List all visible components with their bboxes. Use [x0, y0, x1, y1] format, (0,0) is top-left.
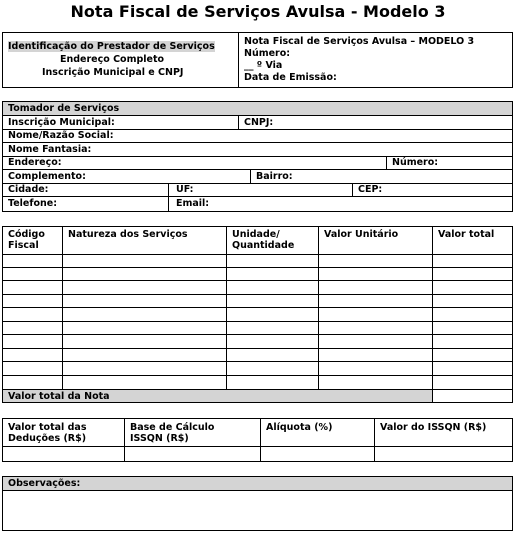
services-total-label: Valor total da Nota — [8, 391, 110, 402]
tomador-cnpj-label: CNPJ: — [244, 117, 274, 128]
tomador-district-label: Bairro: — [256, 171, 293, 182]
tomador-complement-label: Complemento: — [8, 171, 86, 182]
tomador-name-label: Nome/Razão Social: — [8, 130, 114, 141]
tomador-city-label: Cidade: — [8, 184, 49, 195]
taxes-col-divider — [124, 418, 125, 462]
tomador-inscricao-label: Inscrição Municipal: — [8, 117, 115, 128]
services-col-total: Valor total — [438, 229, 495, 240]
tomador-divider — [168, 183, 169, 212]
tomador-header: Tomador de Serviços — [8, 103, 120, 114]
observations-label: Observações: — [8, 478, 81, 489]
tomador-line — [2, 115, 513, 116]
taxes-col-deductions: Valor total das Deduções (R$) — [8, 422, 87, 444]
taxes-col-divider — [374, 418, 375, 462]
nota-via-label: __ º Via — [244, 60, 283, 71]
document-title: Nota Fiscal de Serviços Avulsa - Modelo 3 — [70, 2, 446, 21]
services-row-line — [2, 361, 513, 362]
nota-emission-date-label: Data de Emissão: — [244, 72, 337, 83]
taxes-col-rate: Alíquota (%) — [266, 422, 333, 433]
services-row-line — [2, 348, 513, 349]
tomador-number-label: Número: — [392, 157, 439, 168]
tomador-fantasy-name-label: Nome Fantasia: — [8, 144, 92, 155]
services-col-unit: Unidade/ Quantidade — [232, 229, 295, 251]
tomador-divider — [352, 183, 353, 196]
tomador-divider — [386, 156, 387, 169]
services-row-line — [2, 321, 513, 322]
taxes-row-line — [2, 446, 513, 447]
nota-number-label: Número: — [244, 48, 291, 59]
services-row-line — [2, 375, 513, 376]
prestador-divider — [238, 32, 239, 88]
services-table — [2, 226, 513, 403]
services-col-divider — [432, 226, 433, 403]
tomador-divider — [250, 169, 251, 183]
services-col-nature: Natureza dos Serviços — [68, 229, 188, 240]
tomador-email-label: Email: — [176, 198, 210, 209]
prestador-title: Identificação do Prestador de Serviços — [8, 41, 215, 52]
services-row-line — [2, 307, 513, 308]
services-row-line — [2, 334, 513, 335]
taxes-col-issqn: Valor do ISSQN (R$) — [380, 422, 487, 433]
tomador-line — [2, 183, 513, 184]
prestador-address: Endereço Completo — [60, 54, 165, 65]
services-row-line — [2, 294, 513, 295]
services-row-line — [2, 267, 513, 268]
tomador-line — [2, 196, 513, 197]
tomador-line — [2, 142, 513, 143]
services-col-code: Código Fiscal — [8, 229, 45, 251]
services-row-line — [2, 280, 513, 281]
tomador-divider — [238, 115, 239, 129]
taxes-col-base: Base de Cálculo ISSQN (R$) — [130, 422, 215, 444]
prestador-registration: Inscrição Municipal e CNPJ — [42, 67, 184, 78]
tomador-phone-label: Telefone: — [8, 198, 58, 209]
tomador-zip-label: CEP: — [358, 184, 383, 195]
nota-model-label: Nota Fiscal de Serviços Avulsa – MODELO 3 — [244, 36, 475, 47]
services-row-line — [2, 254, 513, 255]
tomador-address-label: Endereço: — [8, 157, 62, 168]
services-col-unit-value: Valor Unitário — [324, 229, 399, 240]
observations-line — [2, 490, 513, 491]
taxes-col-divider — [260, 418, 261, 462]
tomador-state-label: UF: — [176, 184, 194, 195]
tomador-line — [2, 169, 513, 170]
